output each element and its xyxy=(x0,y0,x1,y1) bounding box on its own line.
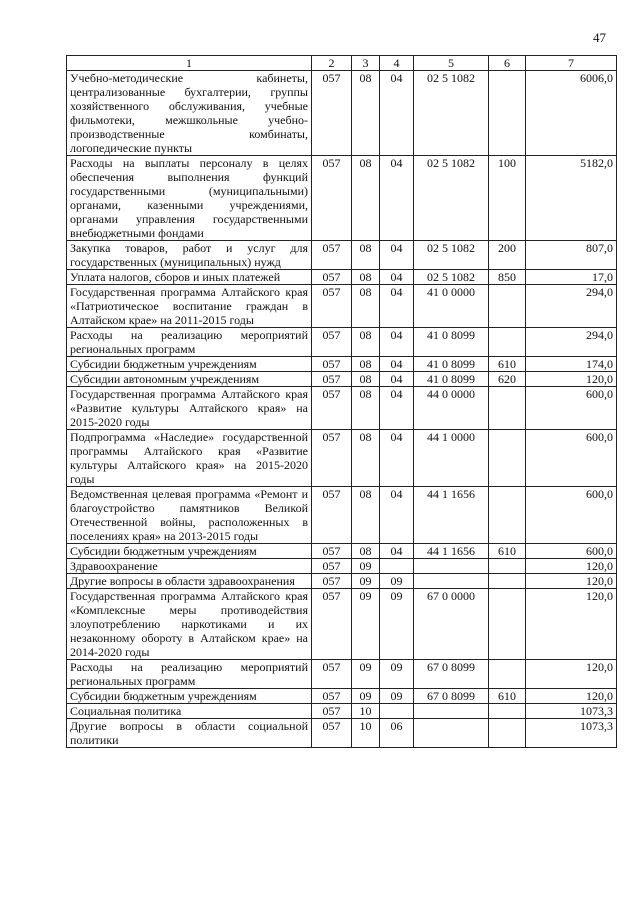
amount-cell: 1073,3 xyxy=(526,719,617,748)
amount-cell: 5182,0 xyxy=(526,156,617,241)
table-row xyxy=(67,559,617,574)
section-code-cell: 08 xyxy=(352,156,380,241)
ministry-code-cell: 057 xyxy=(312,285,352,328)
budget-table xyxy=(66,55,617,748)
amount-cell: 120,0 xyxy=(526,574,617,589)
section-code-cell: 08 xyxy=(352,270,380,285)
expense-type-cell xyxy=(489,328,526,357)
section-code-cell: 08 xyxy=(352,544,380,559)
section-code-cell: 08 xyxy=(352,387,380,430)
expense-type-cell xyxy=(489,71,526,156)
section-code-cell: 08 xyxy=(352,487,380,544)
amount-cell: 600,0 xyxy=(526,430,617,487)
row-name-cell: Подпрограмма «Наследие» государственной программы Алтайского края «Развитие культуры Алтайского края» на 2015-2020 годы xyxy=(67,430,312,487)
row-name-cell: Государственная программа Алтайского края «Патриотическое воспитание граждан в Алтайском крае» на 2011-2015 годы xyxy=(67,285,312,328)
section-code-cell: 09 xyxy=(352,559,380,574)
table-row xyxy=(67,270,617,285)
amount-cell: 120,0 xyxy=(526,660,617,689)
table-row xyxy=(67,704,617,719)
amount-cell: 600,0 xyxy=(526,487,617,544)
ministry-code-cell: 057 xyxy=(312,357,352,372)
expense-type-cell: 610 xyxy=(489,544,526,559)
row-name-cell: Субсидии бюджетным учреждениям xyxy=(67,544,312,559)
expense-type-cell xyxy=(489,430,526,487)
section-code-cell: 08 xyxy=(352,285,380,328)
expense-type-cell: 620 xyxy=(489,372,526,387)
row-name-cell: Учебно-методические кабинеты, централизованные бухгалтерии, группы хозяйственного обслуживания, учебные фильмотеки, межшкольные учебно-производственные комбинаты, логопедические пункты xyxy=(67,71,312,156)
section-code-cell: 08 xyxy=(352,71,380,156)
header-cell: 4 xyxy=(380,56,414,71)
subsection-code-cell: 04 xyxy=(380,372,414,387)
row-name-cell: Другие вопросы в области здравоохранения xyxy=(67,574,312,589)
ministry-code-cell: 057 xyxy=(312,660,352,689)
header-cell: 6 xyxy=(489,56,526,71)
subsection-code-cell: 09 xyxy=(380,660,414,689)
table-row xyxy=(67,372,617,387)
section-code-cell: 09 xyxy=(352,574,380,589)
row-name-cell: Субсидии автономным учреждениям xyxy=(67,372,312,387)
expense-type-cell xyxy=(489,719,526,748)
section-code-cell: 10 xyxy=(352,719,380,748)
amount-cell: 120,0 xyxy=(526,372,617,387)
section-code-cell: 08 xyxy=(352,372,380,387)
subsection-code-cell xyxy=(380,704,414,719)
row-name-cell: Уплата налогов, сборов и иных платежей xyxy=(67,270,312,285)
expense-type-cell xyxy=(489,589,526,660)
expense-type-cell: 850 xyxy=(489,270,526,285)
row-name-cell: Расходы на выплаты персоналу в целях обеспечения выполнения функций государственными (муниципальными) органами, казенными учреждениями, органами управления государственными внебюджетными фондами xyxy=(67,156,312,241)
subsection-code-cell: 04 xyxy=(380,71,414,156)
row-name-cell: Государственная программа Алтайского края «Комплексные меры противодействия злоупотреблению наркотиками и их незаконному обороту в Алтайском крае» на 2014-2020 годы xyxy=(67,589,312,660)
section-code-cell: 09 xyxy=(352,660,380,689)
target-article-cell: 02 5 1082 xyxy=(414,71,489,156)
expense-type-cell xyxy=(489,704,526,719)
ministry-code-cell: 057 xyxy=(312,372,352,387)
target-article-cell xyxy=(414,559,489,574)
ministry-code-cell: 057 xyxy=(312,241,352,270)
amount-cell: 294,0 xyxy=(526,285,617,328)
table-row xyxy=(67,430,617,487)
amount-cell: 1073,3 xyxy=(526,704,617,719)
table-row xyxy=(67,387,617,430)
subsection-code-cell: 04 xyxy=(380,156,414,241)
target-article-cell: 02 5 1082 xyxy=(414,156,489,241)
expense-type-cell: 610 xyxy=(489,689,526,704)
table-row xyxy=(67,328,617,357)
row-name-cell: Расходы на реализацию мероприятий региональных программ xyxy=(67,660,312,689)
subsection-code-cell: 09 xyxy=(380,689,414,704)
ministry-code-cell: 057 xyxy=(312,574,352,589)
amount-cell: 120,0 xyxy=(526,559,617,574)
subsection-code-cell: 04 xyxy=(380,387,414,430)
ministry-code-cell: 057 xyxy=(312,487,352,544)
subsection-code-cell: 04 xyxy=(380,285,414,328)
expense-type-cell xyxy=(489,285,526,328)
target-article-cell: 44 1 1656 xyxy=(414,487,489,544)
table-row xyxy=(67,357,617,372)
ministry-code-cell: 057 xyxy=(312,430,352,487)
section-code-cell: 09 xyxy=(352,589,380,660)
table-body xyxy=(67,71,617,748)
header-cell: 7 xyxy=(526,56,617,71)
table-row xyxy=(67,589,617,660)
section-code-cell: 08 xyxy=(352,328,380,357)
ministry-code-cell: 057 xyxy=(312,270,352,285)
section-code-cell: 08 xyxy=(352,430,380,487)
amount-cell: 120,0 xyxy=(526,589,617,660)
subsection-code-cell: 09 xyxy=(380,574,414,589)
subsection-code-cell xyxy=(380,559,414,574)
amount-cell: 6006,0 xyxy=(526,71,617,156)
target-article-cell: 67 0 8099 xyxy=(414,689,489,704)
target-article-cell: 41 0 0000 xyxy=(414,285,489,328)
target-article-cell: 02 5 1082 xyxy=(414,270,489,285)
target-article-cell: 41 0 8099 xyxy=(414,372,489,387)
subsection-code-cell: 09 xyxy=(380,589,414,660)
subsection-code-cell: 04 xyxy=(380,487,414,544)
amount-cell: 17,0 xyxy=(526,270,617,285)
expense-type-cell xyxy=(489,559,526,574)
section-code-cell: 08 xyxy=(352,241,380,270)
header-cell: 3 xyxy=(352,56,380,71)
table-row xyxy=(67,574,617,589)
page-number: 47 xyxy=(593,30,606,45)
target-article-cell xyxy=(414,574,489,589)
row-name-cell: Другие вопросы в области социальной политики xyxy=(67,719,312,748)
ministry-code-cell: 057 xyxy=(312,71,352,156)
expense-type-cell: 200 xyxy=(489,241,526,270)
table-row xyxy=(67,487,617,544)
section-code-cell: 08 xyxy=(352,357,380,372)
target-article-cell xyxy=(414,704,489,719)
table-row xyxy=(67,285,617,328)
target-article-cell: 41 0 8099 xyxy=(414,357,489,372)
row-name-cell: Государственная программа Алтайского края «Развитие культуры Алтайского края» на 2015-2020 годы xyxy=(67,387,312,430)
expense-type-cell xyxy=(489,574,526,589)
row-name-cell: Здравоохранение xyxy=(67,559,312,574)
section-code-cell: 10 xyxy=(352,704,380,719)
amount-cell: 600,0 xyxy=(526,387,617,430)
row-name-cell: Закупка товаров, работ и услуг для государственных (муниципальных) нужд xyxy=(67,241,312,270)
ministry-code-cell: 057 xyxy=(312,589,352,660)
row-name-cell: Социальная политика xyxy=(67,704,312,719)
ministry-code-cell: 057 xyxy=(312,689,352,704)
ministry-code-cell: 057 xyxy=(312,559,352,574)
expense-type-cell xyxy=(489,660,526,689)
table-row xyxy=(67,689,617,704)
amount-cell: 294,0 xyxy=(526,328,617,357)
header-cell: 1 xyxy=(67,56,312,71)
target-article-cell: 02 5 1082 xyxy=(414,241,489,270)
header-cell: 5 xyxy=(414,56,489,71)
target-article-cell: 67 0 0000 xyxy=(414,589,489,660)
amount-cell: 174,0 xyxy=(526,357,617,372)
target-article-cell xyxy=(414,719,489,748)
ministry-code-cell: 057 xyxy=(312,387,352,430)
subsection-code-cell: 04 xyxy=(380,328,414,357)
amount-cell: 600,0 xyxy=(526,544,617,559)
subsection-code-cell: 04 xyxy=(380,270,414,285)
row-name-cell: Расходы на реализацию мероприятий региональных программ xyxy=(67,328,312,357)
target-article-cell: 44 1 0000 xyxy=(414,430,489,487)
expense-type-cell xyxy=(489,487,526,544)
subsection-code-cell: 04 xyxy=(380,430,414,487)
ministry-code-cell: 057 xyxy=(312,544,352,559)
header-row xyxy=(67,56,617,71)
expense-type-cell: 610 xyxy=(489,357,526,372)
table-row xyxy=(67,241,617,270)
ministry-code-cell: 057 xyxy=(312,719,352,748)
subsection-code-cell: 06 xyxy=(380,719,414,748)
target-article-cell: 41 0 8099 xyxy=(414,328,489,357)
amount-cell: 807,0 xyxy=(526,241,617,270)
ministry-code-cell: 057 xyxy=(312,704,352,719)
section-code-cell: 09 xyxy=(352,689,380,704)
table-row xyxy=(67,544,617,559)
amount-cell: 120,0 xyxy=(526,689,617,704)
expense-type-cell xyxy=(489,387,526,430)
table-row xyxy=(67,719,617,748)
table-row xyxy=(67,71,617,156)
ministry-code-cell: 057 xyxy=(312,328,352,357)
target-article-cell: 44 0 0000 xyxy=(414,387,489,430)
subsection-code-cell: 04 xyxy=(380,357,414,372)
target-article-cell: 44 1 1656 xyxy=(414,544,489,559)
row-name-cell: Субсидии бюджетным учреждениям xyxy=(67,357,312,372)
subsection-code-cell: 04 xyxy=(380,241,414,270)
table-row xyxy=(67,156,617,241)
expense-type-cell: 100 xyxy=(489,156,526,241)
header-cell: 2 xyxy=(312,56,352,71)
row-name-cell: Субсидии бюджетным учреждениям xyxy=(67,689,312,704)
table-row xyxy=(67,660,617,689)
ministry-code-cell: 057 xyxy=(312,156,352,241)
target-article-cell: 67 0 8099 xyxy=(414,660,489,689)
row-name-cell: Ведомственная целевая программа «Ремонт и благоустройство памятников Великой Отечественной войны, расположенных в поселениях края» на 2013-2015 годы xyxy=(67,487,312,544)
subsection-code-cell: 04 xyxy=(380,544,414,559)
